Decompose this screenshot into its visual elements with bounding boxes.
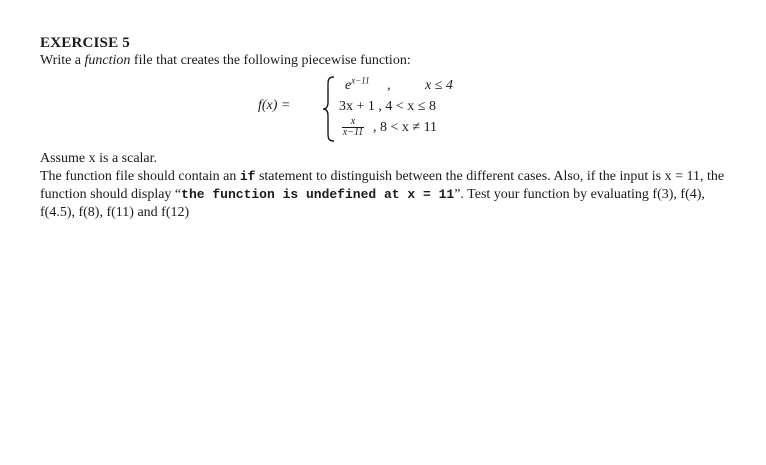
intro-emphasis: function [84, 53, 131, 68]
case1-separator: , [387, 78, 391, 93]
case1-condition: x ≤ 4 [425, 78, 453, 93]
left-brace [322, 76, 336, 142]
case1-expression [345, 75, 391, 94]
exercise-heading: EXERCISE 5 [40, 35, 130, 51]
case2-row: 3x + 1 , 4 < x ≤ 8 [339, 99, 436, 114]
intro-paragraph [40, 52, 730, 70]
instructions-part2: statement to distinguish between the different cases. Also, if the input is x = 11, the function should display “ [40, 169, 725, 202]
case3-numerator: x [350, 116, 356, 127]
exercise-document [40, 34, 730, 222]
instructions-paragraph [40, 168, 730, 222]
case1-base: e [345, 78, 352, 93]
piecewise-equation [40, 76, 730, 142]
assume-line: Assume x is a scalar. [40, 151, 158, 166]
code-if-keyword: if [239, 169, 256, 184]
case1-exponent: x−11 [351, 75, 370, 86]
case3-condition: , 8 < x ≠ 11 [373, 120, 438, 135]
instructions-part3: ”. Test your function by evaluating f(3), f(4), f(4.5), f(8), f(11) and f(12) [40, 187, 705, 220]
intro-text-before: Write a [40, 53, 85, 68]
case3-fraction [342, 117, 364, 138]
equation-lhs: f(x) = [258, 98, 291, 113]
case3-denominator: x−11 [342, 127, 364, 138]
instructions-part1: The function file should contain an [40, 169, 240, 184]
code-undefined-message: the function is undefined at x = 11 [181, 187, 455, 202]
intro-text-after: file that creates the following piecewise function: [130, 53, 411, 68]
